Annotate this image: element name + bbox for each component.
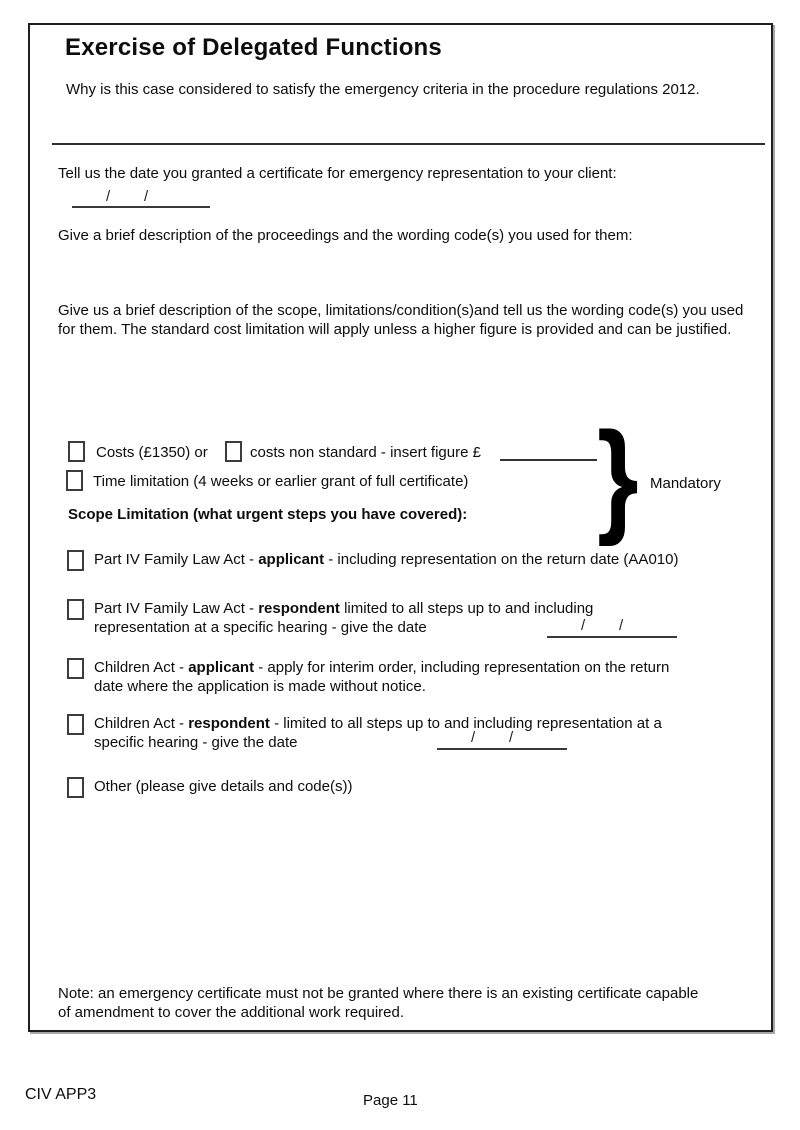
question-date-granted: Tell us the date you granted a certificate for emergency representation to your client: — [58, 165, 617, 182]
scope-row-part-iv-respondent — [67, 598, 773, 646]
other-checkbox[interactable] — [67, 777, 84, 798]
children-act-applicant-label — [94, 658, 770, 696]
date-slash: / — [509, 729, 514, 746]
costs-non-standard-checkbox[interactable] — [225, 441, 242, 462]
label-bold: respondent — [258, 600, 340, 617]
label-text: date where the application is made without notice. — [94, 678, 426, 695]
label-text: limited to all steps up to and including — [339, 600, 594, 617]
label-text: Children Act - — [94, 659, 189, 676]
costs-standard-label: Costs (£1350) or — [96, 444, 208, 461]
part-iv-respondent-checkbox[interactable] — [67, 599, 84, 620]
time-limitation-label: Time limitation (4 weeks or earlier grant of full certificate) — [93, 473, 469, 490]
form-code: CIV APP3 — [25, 1086, 97, 1103]
emergency-certificate-note: Note: an emergency certificate must not be granted where there is an existing certificate capable of amendment to cover the additional work required. — [58, 985, 699, 1021]
section-divider — [52, 143, 765, 145]
costs-standard-checkbox[interactable] — [68, 441, 85, 462]
label-bold: respondent — [188, 715, 270, 732]
date-granted-field[interactable] — [72, 186, 210, 208]
question-scope-description: Give us a brief description of the scope, limitations/condition(s)and tell us the wording code(s) you used for them. The standard cost limitation will apply unless a higher figure is provided and can be justified. — [58, 302, 744, 338]
scope-limitation-heading: Scope Limitation (what urgent steps you have covered): — [68, 506, 468, 523]
label-text: Part IV Family Law Act - — [94, 551, 259, 568]
page-number: Page 11 — [363, 1092, 418, 1109]
scope-row-children-act-applicant — [67, 657, 773, 705]
label-text: specific hearing - give the date — [94, 734, 298, 751]
question-proceedings: Give a brief description of the proceedings and the wording code(s) you used for them: — [58, 227, 633, 244]
date-slash: / — [619, 617, 624, 634]
children-act-respondent-checkbox[interactable] — [67, 714, 84, 735]
label-bold: applicant — [258, 551, 325, 568]
page-title: Exercise of Delegated Functions — [65, 34, 442, 61]
label-text: - including representation on the return date (AA010) — [324, 551, 679, 568]
part-iv-applicant-label — [94, 550, 770, 569]
label-text: Other (please give details and code(s)) — [94, 778, 353, 795]
date-slash: / — [106, 188, 111, 205]
date-slash: / — [471, 729, 476, 746]
scope-row-part-iv-applicant — [67, 549, 773, 579]
time-limitation-checkbox[interactable] — [66, 470, 83, 491]
label-text: - apply for interim order, including representation on the return — [254, 659, 670, 676]
label-text: Part IV Family Law Act - — [94, 600, 259, 617]
scope-row-other — [67, 776, 773, 806]
part-iv-applicant-checkbox[interactable] — [67, 550, 84, 571]
mandatory-brace: } — [597, 406, 639, 547]
children-act-respondent-label — [94, 714, 770, 752]
label-text: Children Act - — [94, 715, 189, 732]
label-text: representation at a specific hearing - give the date — [94, 619, 427, 636]
children-act-respondent-date-field[interactable] — [437, 729, 567, 750]
scope-row-children-act-respondent — [67, 713, 773, 761]
intro-question: Why is this case considered to satisfy the emergency criteria in the procedure regulations 2012. — [66, 81, 700, 98]
part-iv-respondent-date-field[interactable] — [547, 617, 677, 638]
children-act-applicant-checkbox[interactable] — [67, 658, 84, 679]
mandatory-label: Mandatory — [650, 475, 721, 492]
costs-figure-field[interactable] — [500, 446, 597, 461]
part-iv-respondent-label — [94, 599, 770, 637]
date-slash: / — [581, 617, 586, 634]
date-slash: / — [144, 188, 149, 205]
costs-non-standard-label: costs non standard - insert figure £ — [250, 444, 481, 461]
label-text: - limited to all steps up to and including representation at a — [269, 715, 662, 732]
other-label — [94, 777, 770, 796]
label-bold: applicant — [188, 659, 255, 676]
